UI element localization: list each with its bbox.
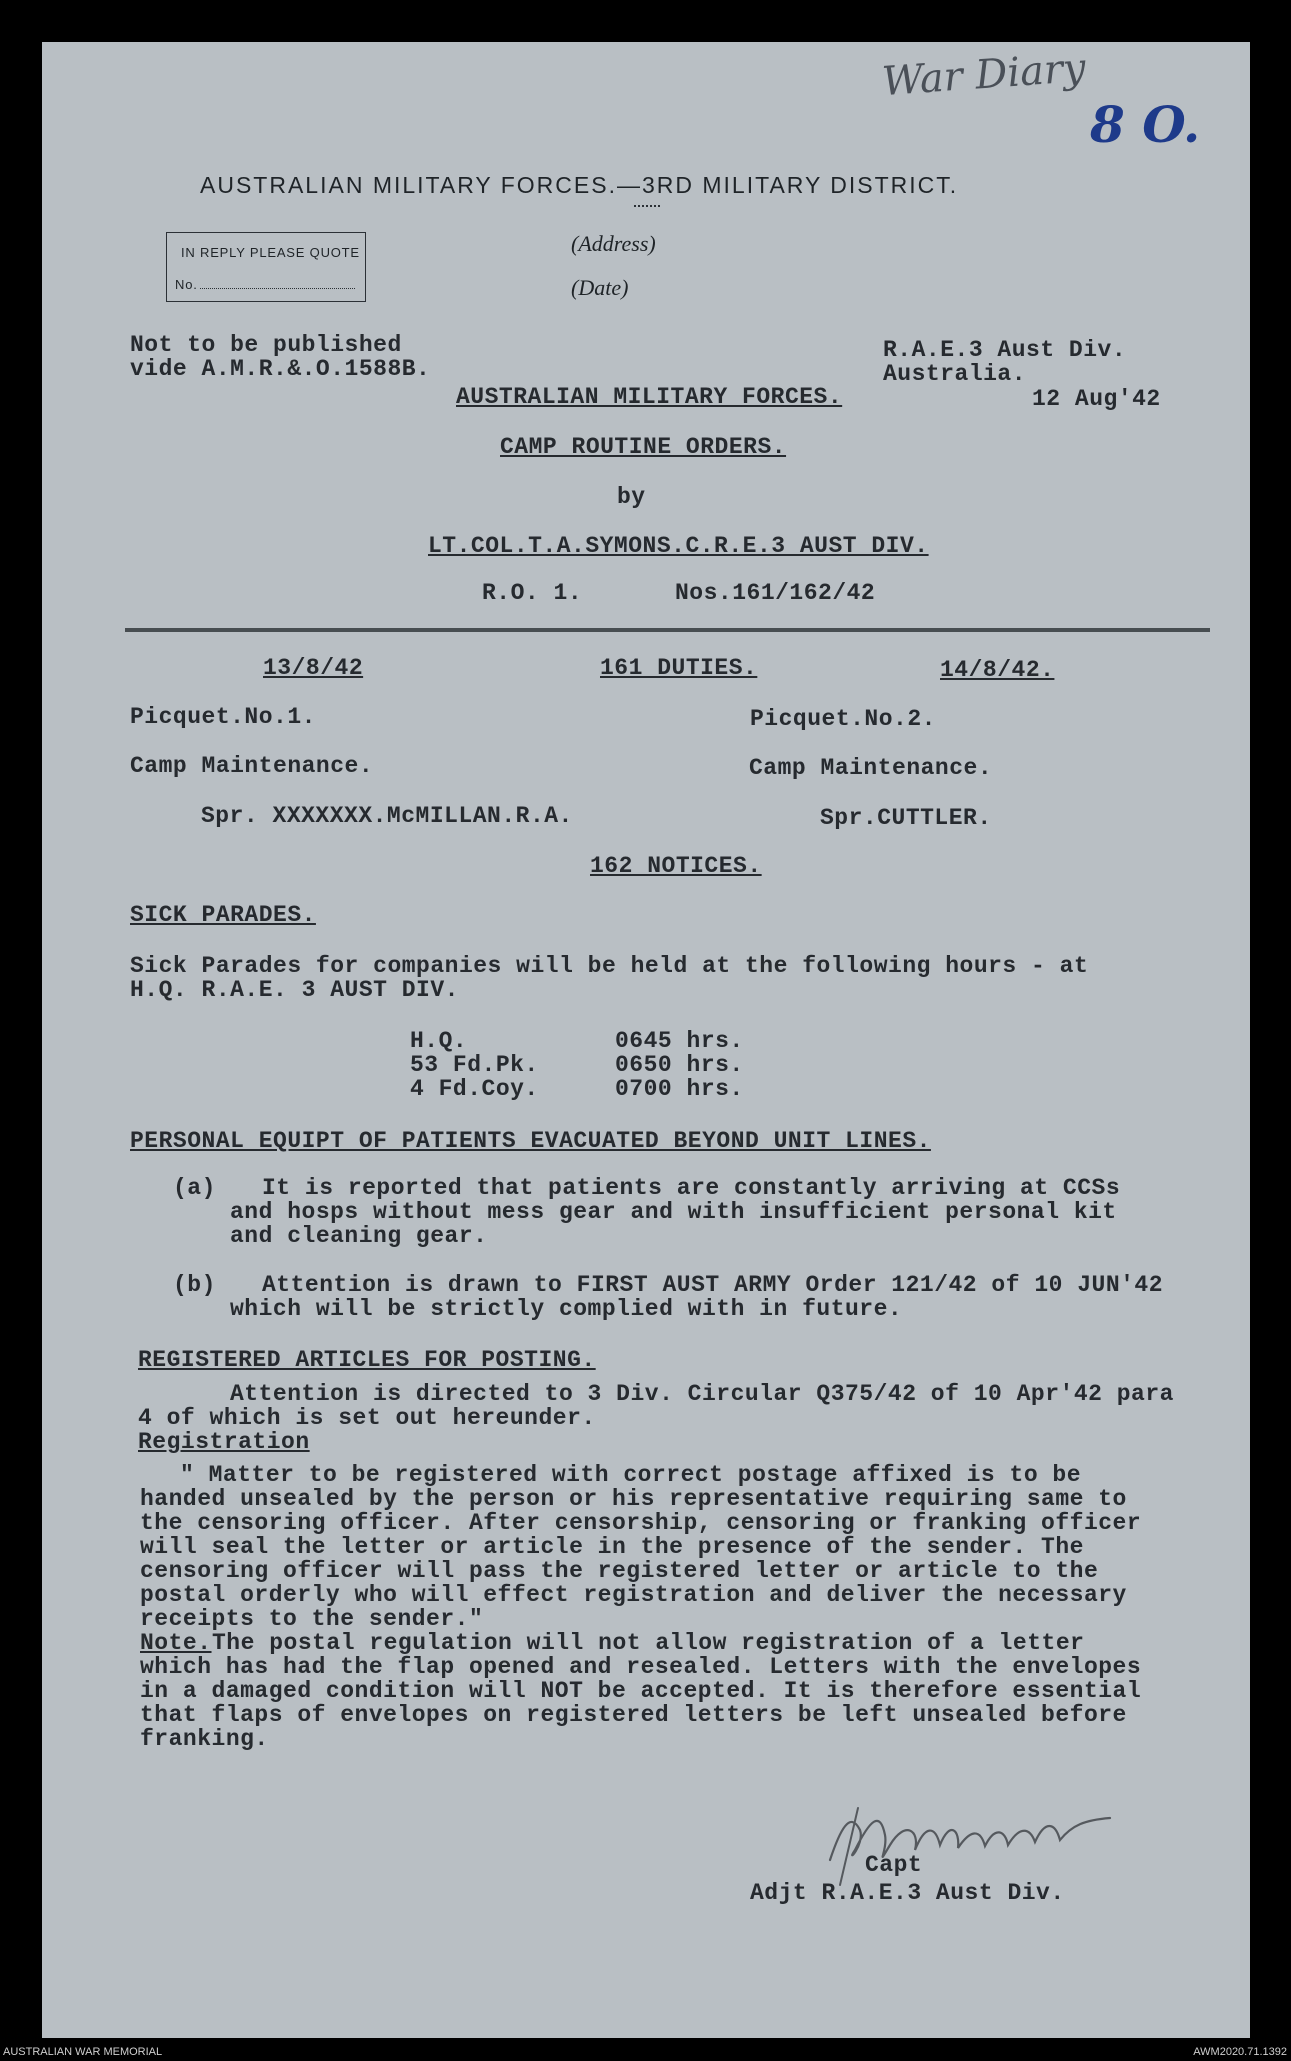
order-title: AUSTRALIAN MILITARY FORCES.: [456, 384, 843, 410]
sick-parades-line1: Sick Parades for companies will be held at the following hours - at: [130, 953, 1089, 979]
item-b-line1: Attention is drawn to FIRST AUST ARMY Order 121/42 of 10 JUN'42: [262, 1272, 1164, 1298]
registered-articles-heading: REGISTERED ARTICLES FOR POSTING.: [138, 1347, 596, 1373]
footer-right: AWM2020.71.1392: [1193, 2046, 1287, 2058]
note-line: The postal regulation will not allow registration of a letter: [212, 1630, 1085, 1656]
note-line: that flaps of envelopes on registered letters be left unsealed before: [140, 1702, 1127, 1728]
sapper-right: Spr.CUTTLER.: [820, 805, 992, 831]
order-numbers: Nos.161/162/42: [675, 580, 876, 606]
registration-subheading: Registration: [138, 1429, 310, 1455]
sick-parades-heading: SICK PARADES.: [130, 902, 316, 928]
order-by: by: [617, 484, 646, 510]
quote-line: " Matter to be registered with correct postage affixed is to be: [180, 1462, 1082, 1488]
duties-date-left: 13/8/42: [263, 655, 364, 681]
notices-heading: 162 NOTICES.: [590, 853, 762, 879]
reply-quote-box: [166, 232, 366, 302]
duties-date-right: 14/8/42.: [940, 657, 1055, 683]
quote-line: censoring officer will pass the registered letter or article to the: [140, 1558, 1099, 1584]
handwritten-annotation: War Diary: [880, 44, 1088, 106]
sick-table-unit: H.Q.: [410, 1028, 468, 1054]
personal-equipt-heading: PERSONAL EQUIPT OF PATIENTS EVACUATED BEYOND UNIT LINES.: [130, 1128, 931, 1154]
note-line: franking.: [140, 1726, 269, 1752]
quote-line: postal orderly who will effect registration and deliver the necessary: [140, 1582, 1127, 1608]
order-date: 12 Aug'42: [1032, 386, 1161, 412]
sick-parades-line2: H.Q. R.A.E. 3 AUST DIV.: [130, 977, 459, 1003]
camp-maintenance-right: Camp Maintenance.: [749, 755, 993, 781]
reply-box-heading: IN REPLY PLEASE QUOTE: [181, 245, 360, 260]
routine-order-number: R.O. 1.: [482, 580, 583, 606]
item-a-line3: and cleaning gear.: [230, 1223, 488, 1249]
quote-line: handed unsealed by the person or his representative requiring same to: [140, 1486, 1127, 1512]
sick-table-time: 0645 hrs.: [615, 1028, 744, 1054]
footer-left: AUSTRALIAN WAR MEMORIAL: [3, 2046, 163, 2058]
reply-box-no-label: No.: [175, 277, 198, 292]
address-field: (Address): [571, 231, 656, 256]
camp-maintenance-left: Camp Maintenance.: [130, 753, 374, 779]
sapper-left: Spr. XXXXXXX.McMILLAN.R.A.: [201, 803, 573, 829]
quote-line: receipts to the sender.": [140, 1606, 484, 1632]
note-label: Note.: [140, 1630, 212, 1656]
publication-note-line1: Not to be published: [130, 332, 402, 358]
sick-table-time: 0650 hrs.: [615, 1052, 744, 1078]
quote-line: the censoring officer. After censorship, censoring or franking officer: [140, 1510, 1142, 1536]
item-b-label: (b): [173, 1272, 216, 1298]
sick-table-time: 0700 hrs.: [615, 1076, 744, 1102]
issuing-officer: LT.COL.T.A.SYMONS.C.R.E.3 AUST DIV.: [428, 533, 929, 559]
handwritten-signature: [810, 1790, 1150, 1890]
separator-rule: [125, 628, 1210, 632]
item-a-label: (a): [173, 1175, 216, 1201]
signature-rank: Capt: [865, 1852, 923, 1878]
sick-table-unit: 53 Fd.Pk.: [410, 1052, 539, 1078]
item-b-line2: which will be strictly complied with in future.: [230, 1296, 903, 1322]
publication-note-line2: vide A.M.R.&.O.1588B.: [130, 356, 431, 382]
sick-table-unit: 4 Fd.Coy.: [410, 1076, 539, 1102]
handwritten-number: 8 O.: [1090, 95, 1201, 154]
registered-articles-line1: Attention is directed to 3 Div. Circular Q375/42 of 10 Apr'42 para: [230, 1381, 1174, 1407]
picquet-right: Picquet.No.2.: [750, 706, 936, 732]
letterhead-dots: [634, 205, 660, 207]
duties-heading: 161 DUTIES.: [600, 655, 758, 681]
letterhead-title: AUSTRALIAN MILITARY FORCES.—3RD MILITARY DISTRICT.: [200, 172, 959, 198]
unit-line1: R.A.E.3 Aust Div.: [883, 337, 1127, 363]
quote-line: will seal the letter or article in the presence of the sender. The: [140, 1534, 1084, 1560]
unit-line2: Australia.: [883, 361, 1027, 387]
picquet-left: Picquet.No.1.: [130, 704, 316, 730]
signature-appointment: Adjt R.A.E.3 Aust Div.: [750, 1880, 1065, 1906]
item-a-line1: It is reported that patients are constantly arriving at CCSs: [262, 1175, 1121, 1201]
reply-box-number: [175, 277, 355, 292]
date-field: (Date): [571, 275, 629, 300]
registered-articles-line2: 4 of which is set out hereunder.: [138, 1405, 596, 1431]
item-a-line2: and hosps without mess gear and with insufficient personal kit: [230, 1199, 1117, 1225]
note-line: in a damaged condition will NOT be accepted. It is therefore essential: [140, 1678, 1142, 1704]
order-subtitle: CAMP ROUTINE ORDERS.: [500, 434, 787, 460]
note-line: which has had the flap opened and resealed. Letters with the envelopes: [140, 1654, 1142, 1680]
